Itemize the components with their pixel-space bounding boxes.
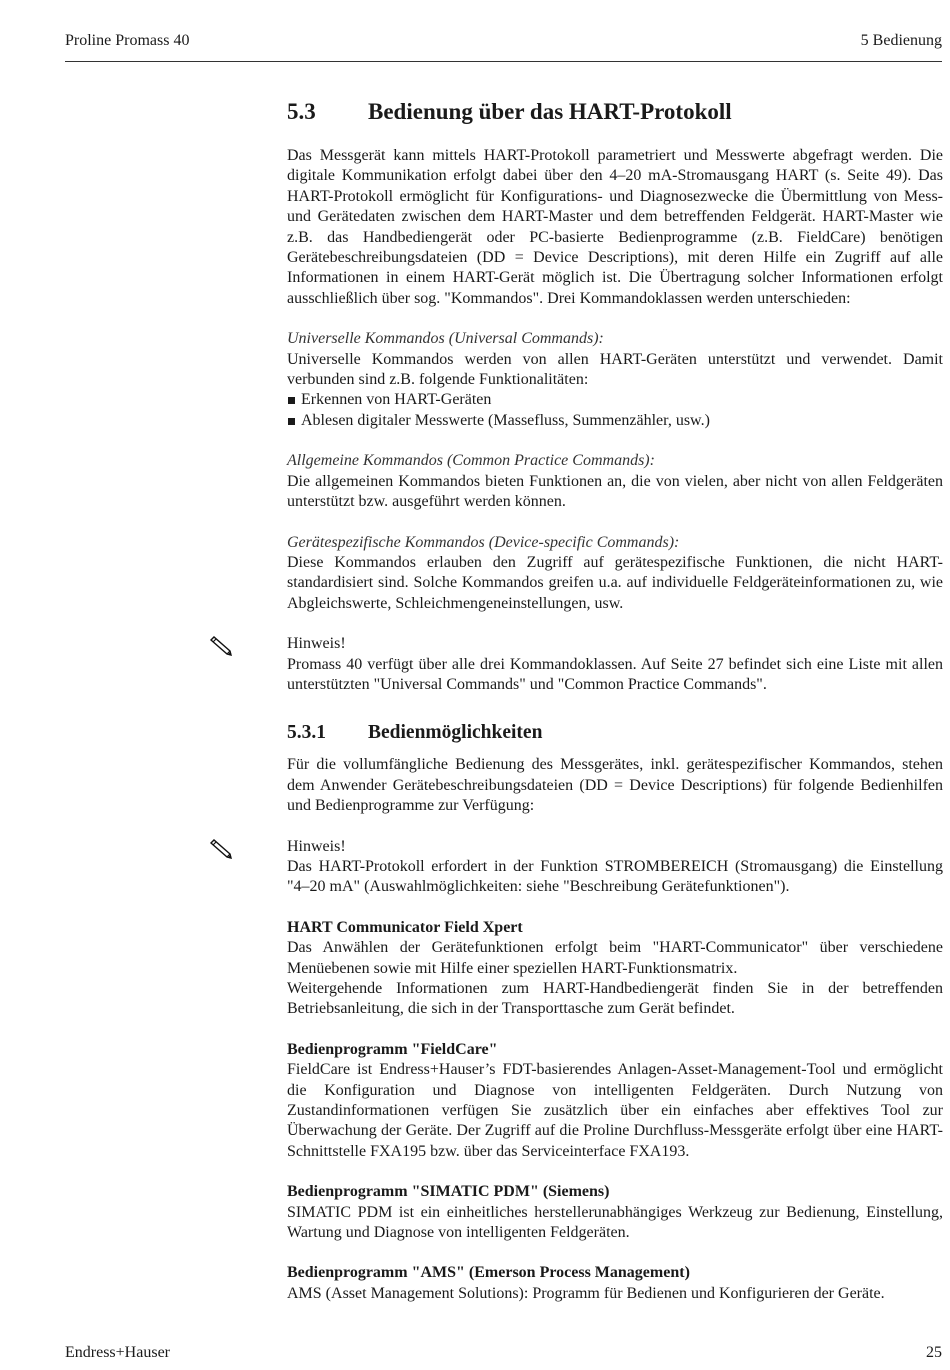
list-item: Ablesen digitaler Messwerte (Massefluss, Summenzähler, usw.) [287,411,943,431]
note-text: Das HART-Protokoll erfordert in der Funktion STROMBEREICH (Stromausgang) die Einstellung "4–20 mA" (Auswahlmöglichkeiten: siehe "Beschreibung Gerätefunktionen"). [287,857,943,896]
bullet-square-icon [288,397,295,404]
block-text: AMS (Asset Management Solutions): Programm für Bedienen und Konfigurieren der Geräte. [287,1284,885,1302]
universal-heading: Universelle Kommandos (Universal Commands): [287,330,604,348]
footer-brand: Endress+Hauser [65,1344,170,1361]
block-text: SIMATIC PDM ist ein einheitliches herstellerunabhängiges Werkzeug zur Bedienung, Einstellung, Wartung und Diagnose von intelligenten Feldgeräten. [287,1203,943,1242]
section-title: Bedienung über das HART-Protokoll [368,99,732,124]
common-text: Die allgemeinen Kommandos bieten Funktionen an, die von vielen, aber nicht von allen Feldgeräten unterstützt bzw. ausgeführt werden können. [287,472,943,511]
note-label: Hinweis! [287,837,346,855]
note-box [287,634,943,695]
block-text: Weitergehende Informationen zum HART-Handbediengerät finden Sie in der betreffenden Betriebsanleitung, die sich in der Transporttasche zum Gerät befindet. [287,980,943,1018]
note-label: Hinweis! [287,635,346,653]
note-box [287,837,943,898]
note-text: Promass 40 verfügt über alle drei Kommandoklassen. Auf Seite 27 befindet sich eine Liste mit allen unterstützten "Universal Commands" und "Common Practice Commands". [287,655,943,693]
block-title: Bedienprogramm "FieldCare" [287,1040,498,1058]
page-header [65,32,942,62]
subsection-title: Bedienmöglichkeiten [368,722,543,744]
block-text: Das Anwählen der Gerätefunktionen erfolgt beim "HART-Communicator" über verschiedene Menüebenen sowie mit Hilfe einer speziellen HART-Funktionsmatrix. [287,939,943,977]
universal-list [287,390,943,431]
block-text: FieldCare ist Endress+Hauser’s FDT-basierendes Anlagen-Asset-Management-Tool und ermöglicht die Konfiguration und Diagnose von intelligenten Feldgeräten. Durch Nutzung von Zustandinformationen verfügen Sie zusätzlich über ein einfaches aber effektives Tool zur Überwachung der Geräte. Der Zugriff auf die Proline Durchfluss-Messgeräte erfolgt über eine HART-Schnittstelle FXA195 bzw. über das Serviceinterface FXA193. [287,1061,943,1160]
section-intro: Das Messgerät kann mittels HART-Protokoll parametriert und Messwerte abgefragt werden. Die digitale Kommunikation erfolgt dabei über den 4–20 mA-Stromausgang HART (s. Seite 49). Das HART-Protokoll ermöglicht für Konfigurations- und Diagnosezwecke die Übermittlung von Mess- und Gerätedaten zwischen dem HART-Master und dem betreffenden Feldgerät. HART-Master wie z.B. das Handbediengerät oder PC-basierte Bedienprogramme (z.B. FieldCare) benötigen Gerätebeschreibungsdateien (DD = Device Descriptions), mit deren Hilfe ein Zugriff auf alle Informationen in einem HART-Gerät möglich ist. Die Übertragung solcher Informationen erfolgt ausschließlich über sog. "Kommandos". Drei Kommandoklassen werden unterschieden: [287,147,943,307]
universal-text: Universelle Kommandos werden von allen HART-Geräten unterstützt und verwendet. Damit verbunden sind z.B. folgende Funktionalitäten: [287,350,943,389]
block-title: HART Communicator Field Xpert [287,918,523,936]
specific-heading: Gerätespezifische Kommandos (Device-specific Commands): [287,533,680,551]
subsection-number: 5.3.1 [287,722,326,744]
block-title: Bedienprogramm "AMS" (Emerson Process Management) [287,1264,690,1282]
bullet-square-icon [288,418,295,425]
pencil-icon [209,636,235,658]
section-heading [287,98,943,126]
subsection-intro: Für die vollumfängliche Bedienung des Messgerätes, inkl. gerätespezifischer Kommandos, stehen dem Anwender Gerätebeschreibungsdateien (DD = Device Descriptions) für folgende Bedienhilfen und Bedienprogramme zur Verfügung: [287,756,943,815]
common-heading: Allgemeine Kommandos (Common Practice Commands): [287,452,655,470]
pencil-icon [209,839,235,861]
specific-text: Diese Kommandos erlauben den Zugriff auf gerätespezifische Funktionen, die nicht HART-standardisiert sind. Solche Kommandos greifen u.a. auf individuelle Feldgeräteinformationen zu, wie Abgleichswerte, Schleichmengeneinstellungen, usw. [287,553,943,612]
subsection-heading [287,721,943,745]
page-number: 25 [926,1344,942,1361]
header-doc-title: Proline Promass 40 [65,32,190,49]
block-title: Bedienprogramm "SIMATIC PDM" (Siemens) [287,1183,610,1201]
section-number: 5.3 [287,99,316,124]
page-content [287,98,943,1304]
list-item: Erkennen von HART-Geräten [287,390,943,410]
header-chapter: 5 Bedienung [860,32,942,49]
